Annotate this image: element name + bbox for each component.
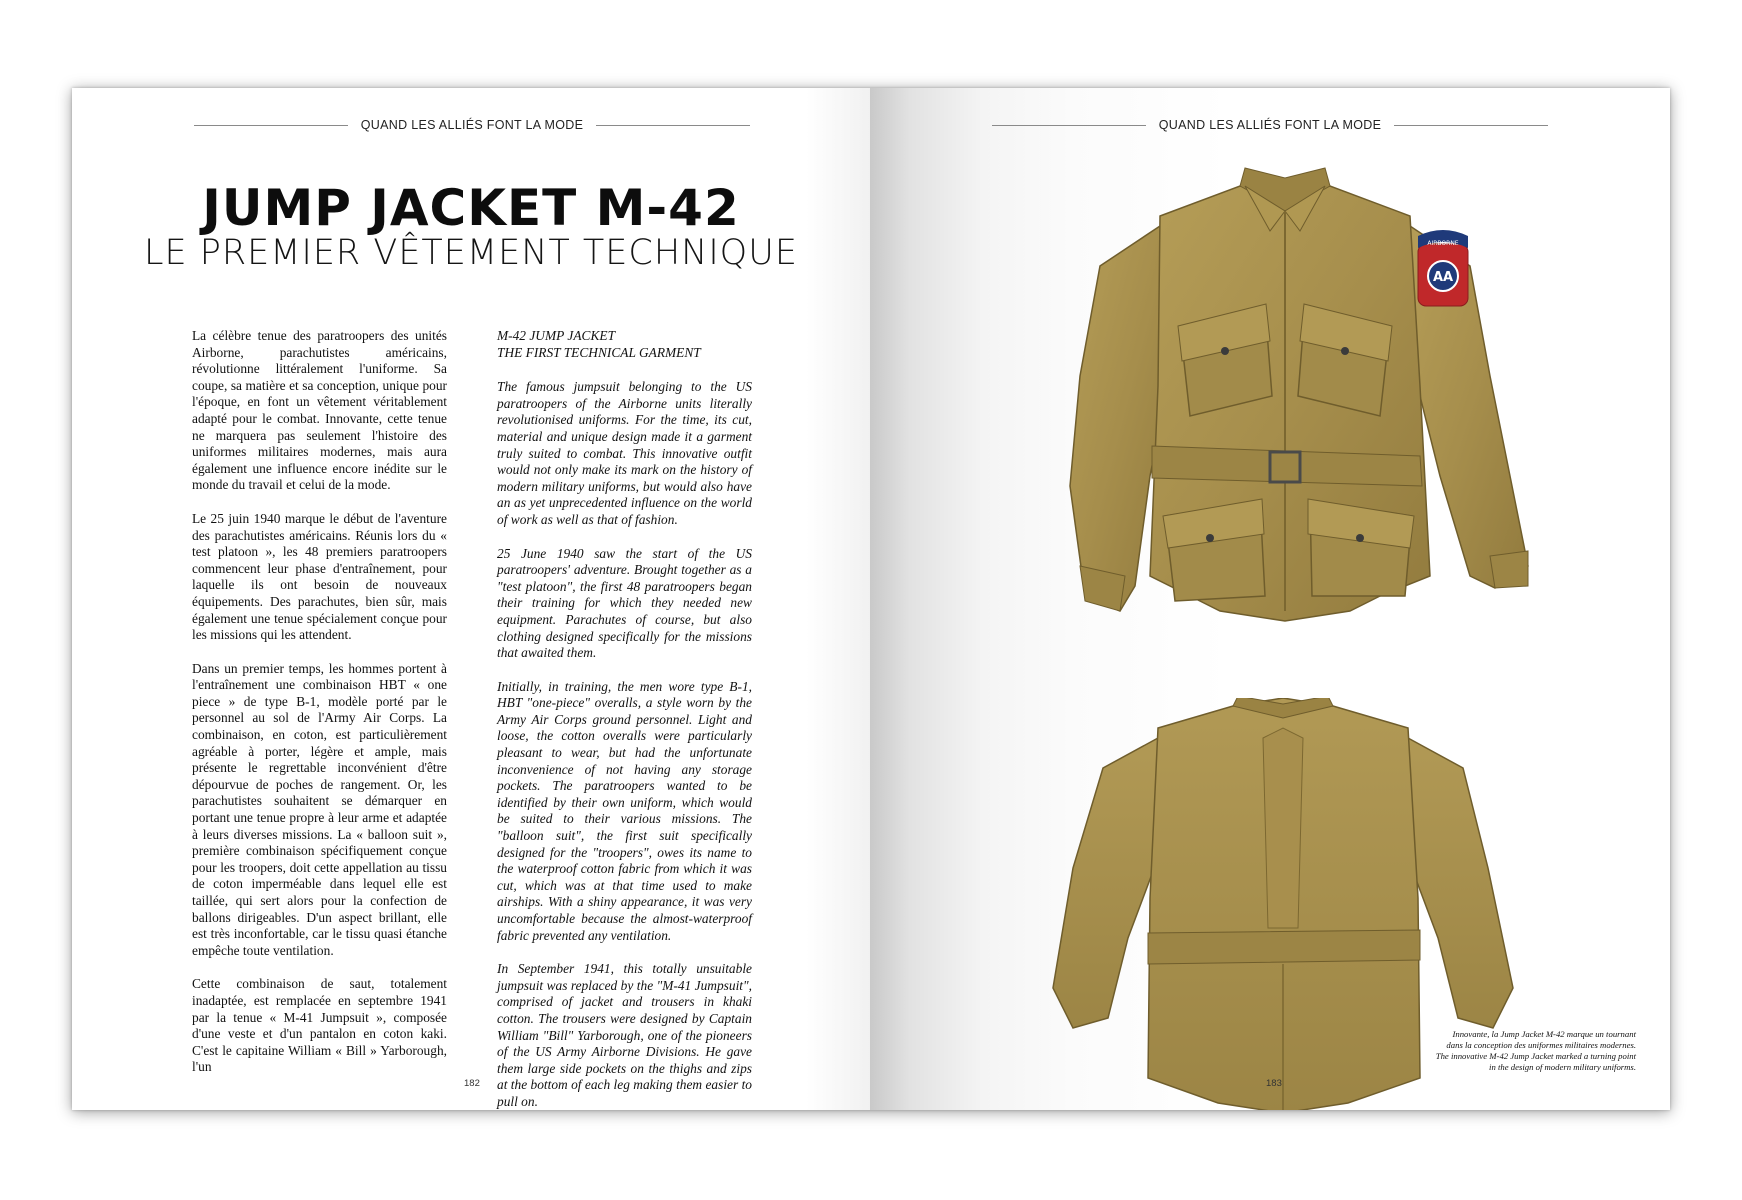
english-title-line: THE FIRST TECHNICAL GARMENT xyxy=(497,344,701,360)
photo-caption xyxy=(1376,1029,1636,1073)
caption-line: Innovante, la Jump Jacket M-42 marque un tournant xyxy=(1452,1029,1636,1039)
running-head-text: QUAND LES ALLIÉS FONT LA MODE xyxy=(360,118,584,132)
french-paragraph: Dans un premier temps, les hommes portent à l'entraînement une combinaison HBT « one piece » de type B-1, modèle porté par le personnel au sol de l'Army Air Corps. La combinaison, en coton, est particulièrement agréable à porter, légère et ample, mais présente le regrettable inconvénient d'être dépourvue de poches de rangement. Or, les parachutistes souhaitent se démarquer en portant une tenue propre à leur arme et adaptée à leurs diverses missions. La « balloon suit », première combinaison spécifiquement conçue pour les troopers, doit cette appellation au tissu de coton imperméable dans lequel elle est taillée, qui sert alors pour la confection de ballons dirigeables. D'un aspect brillant, elle est très inconfortable, car le tissu quasi étanche empêche toute ventilation. xyxy=(192,660,447,958)
french-paragraph: La célèbre tenue des paratroopers des unités Airborne, parachutistes américains, révolutionne littéralement l'uniforme. Sa coupe, sa matière et sa conception, unique pour l'époque, en font un vêtement véritablement adapté pour le combat. Innovante, cette tenue ne marquera pas seulement l'histoire des uniformes militaires modernes, mais aura également une influence encore inédite sur le monde du travail et celui de la mode. xyxy=(192,328,447,493)
english-title-line: M-42 JUMP JACKET xyxy=(497,328,616,343)
english-paragraph: In September 1941, this totally unsuitable jumpsuit was replaced by the "M-41 Jumpsuit", comprised of jacket and trousers in khaki cotton. The trousers were designed by Captain William "Bill" Yarborough, one of the pioneers of the US Army Airborne Divisions. He gave them large side pockets on the thighs and zips at the bottom of each leg making them easier to pull on. xyxy=(497,961,752,1109)
english-paragraph: 25 June 1940 saw the start of the US paratroopers' adventure. Brought together as a "test platoon", the first 48 paratroopers began their training for which they needed new equipment. Parachutes of course, but also clothing designed specifically for the missions that awaited them. xyxy=(497,545,752,661)
patch-letters: AA xyxy=(1432,270,1454,285)
running-head-right xyxy=(992,115,1548,135)
french-paragraph: Le 25 juin 1940 marque le début de l'aventure des parachutistes américains. Réunis lors du « test platoon », les 48 premiers paratroopers commencent leur phase d'entraînement, pour laquelle ils ont besoin de nouveaux équipements. Des parachutes, bien sûr, mais également une tenue spécialement conçue pour les missions qui les attendent. xyxy=(192,510,447,643)
page-number-left: 182 xyxy=(464,1078,480,1089)
header-rule xyxy=(596,125,750,126)
jacket-front-photo xyxy=(1040,156,1530,676)
caption-line: dans la conception des uniformes militaires modernes. xyxy=(1446,1040,1636,1050)
running-head-text: QUAND LES ALLIÉS FONT LA MODE xyxy=(1158,118,1382,132)
english-paragraph: The famous jumpsuit belonging to the US paratroopers of the Airborne units literally revolutionised uniforms. For the time, its cut, material and unique design made it a garment truly suited to combat. This innovative outfit would not only make its mark on the history of modern military uniforms, but would also have an as yet unprecedented influence on the world of work as well as that of fashion. xyxy=(497,379,752,527)
page-subtitle: LE PREMIER VÊTEMENT TECHNIQUE xyxy=(144,233,798,273)
french-column xyxy=(192,328,447,1093)
english-paragraph: Initially, in training, the men wore type B-1, HBT "one-piece" overalls, a style worn by the Army Air Corps ground personnel. Light and loose, the cotton overalls were particularly pleasant to wear, but had the unfortunate inconvenience of not having any storage pockets. The paratroopers wanted to be identified by their own uniform, which would be suited to their various missions. The "balloon suit", the first suit specifically designed for the "troopers", owes its name to the waterproof cotton fabric from which it was cut, which was at that time used to make airships. With a shiny appearance, it was very uncomfortable because the almost-waterproof fabric prevented any ventilation. xyxy=(497,678,752,943)
header-rule xyxy=(194,125,348,126)
page-title: JUMP JACKET M-42 xyxy=(202,179,740,237)
magazine-spread xyxy=(72,88,1670,1110)
right-page xyxy=(870,88,1670,1110)
patch-text: AIRBORNE xyxy=(1427,240,1459,247)
page-number-right: 183 xyxy=(1266,1078,1282,1089)
running-head-left xyxy=(194,115,750,135)
caption-line: The innovative M-42 Jump Jacket marked a turning point xyxy=(1435,1051,1636,1061)
french-paragraph: Cette combinaison de saut, totalement inadaptée, est remplacée en septembre 1941 par la tenue « M-41 Jumpsuit », composée d'une veste et d'un pantalon en coton kaki. C'est le capitaine William « Bill » Yarborough, l'un xyxy=(192,976,447,1075)
header-rule xyxy=(1394,125,1548,126)
left-page xyxy=(72,88,870,1110)
english-column xyxy=(497,328,752,1110)
caption-line: in the design of modern military uniforms. xyxy=(1489,1062,1636,1072)
english-title xyxy=(497,328,752,361)
header-rule xyxy=(992,125,1146,126)
